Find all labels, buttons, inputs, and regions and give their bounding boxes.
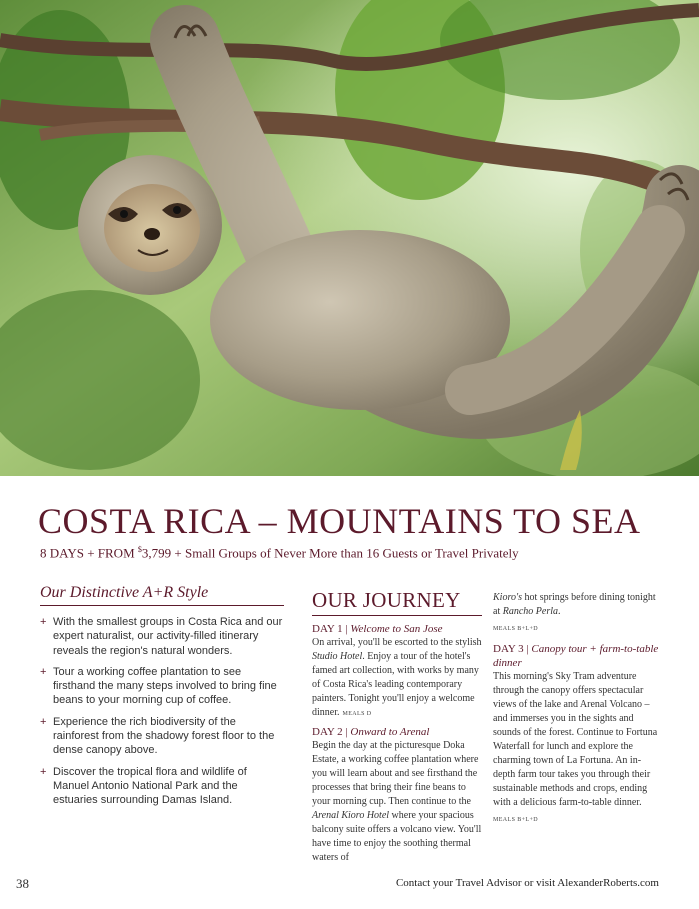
- day2-meals: MEALS B+L+D: [493, 626, 539, 632]
- day1-text-part: On arrival, you'll be escorted to the stylish: [312, 637, 482, 648]
- day2-text-part: Begin the day at the picturesque Doka Estate, a working coffee plantation where you will learn about and see firsthand the processes that bring their fine beans to your morning cup. Then continue to the: [312, 740, 479, 807]
- day2-title: Onward to Arenal: [350, 726, 430, 738]
- trip-subtitle: [40, 545, 519, 561]
- day1-meals: MEALS D: [342, 711, 372, 717]
- journey-section: [312, 588, 482, 865]
- journey-continued: [493, 591, 661, 827]
- price-currency: $: [137, 545, 142, 554]
- day2-text-part: .: [557, 606, 561, 617]
- style-bullet: + Discover the tropical flora and wildlife of Manuel Antonio National Park and the estuaries surrounding Damas Island.: [40, 765, 284, 808]
- page-number: 38: [16, 876, 29, 891]
- day2-heading: [312, 725, 482, 739]
- day2-hotel-short: Kioro's: [493, 592, 522, 603]
- day3-label: DAY 3 |: [493, 643, 532, 655]
- day2-text-part: hot springs before dining tonight at: [493, 592, 656, 617]
- day3-text: [493, 670, 661, 827]
- style-heading: Our Distinctive A+R Style: [40, 584, 284, 606]
- journey-heading: OUR JOURNEY: [312, 588, 482, 616]
- day1-text-part: . Enjoy a tour of the hotel's famed art collection, with works by many of Costa Rica's leading contemporary painters. Tonight you'll enjoy a welcome dinner.: [312, 651, 479, 718]
- day1-text: [312, 636, 482, 721]
- day3-title: Canopy tour + farm-to-table dinner: [493, 643, 659, 669]
- day3-meals: MEALS B+L+D: [493, 817, 539, 823]
- day2-text-part: where your spacious balcony suite offers a volcano view. You'll have time to enjoy the soothing thermal waters of: [312, 810, 482, 863]
- price-value: 3,799: [141, 545, 172, 561]
- day1-title: Welcome to San Jose: [350, 623, 443, 635]
- day3-heading: [493, 642, 661, 670]
- day2-hotel-name: Arenal Kioro Hotel: [312, 810, 390, 821]
- day3-text-part: This morning's Sky Tram adventure through the canopy offers spectacular views of the lake and Arenal Volcano – and immerses you in the sights and sounds of the forest. Continue to Fortuna Waterfall for lunch and explore the charming town of La Fortuna. An in-depth farm tour takes you through their sustainable methods and crops, ending with a delicious farm-to-table dinner.: [493, 671, 658, 808]
- style-bullet: + With the smallest groups in Costa Rica and our expert naturalist, our activity-filled itinerary reveals the region's natural wonders.: [40, 615, 284, 658]
- style-section: [40, 584, 284, 815]
- style-bullet-list: [40, 615, 284, 808]
- day2-restaurant: Rancho Perla: [502, 606, 558, 617]
- day1-label: DAY 1 |: [312, 623, 351, 635]
- day2-text-continued: [493, 591, 661, 636]
- day1-hotel-name: Studio Hotel: [312, 651, 363, 662]
- contact-line: Contact your Travel Advisor or visit AlexanderRoberts.com: [395, 877, 659, 889]
- day2-text: [312, 739, 482, 865]
- day1-heading: [312, 622, 482, 636]
- subtitle-groups: + Small Groups of Never More than 16 Guests or Travel Privately: [171, 545, 519, 561]
- day2-label: DAY 2 |: [312, 726, 351, 738]
- style-bullet: + Tour a working coffee plantation to see firsthand the many steps involved to bring fine beans to your morning cup of coffee.: [40, 665, 284, 708]
- style-bullet: + Experience the rich biodiversity of the rainforest from the shadowy forest floor to the dense canopy above.: [40, 715, 284, 758]
- subtitle-days: 8 DAYS + FROM: [40, 545, 138, 561]
- page-title: COSTA RICA – MOUNTAINS TO SEA: [38, 501, 641, 541]
